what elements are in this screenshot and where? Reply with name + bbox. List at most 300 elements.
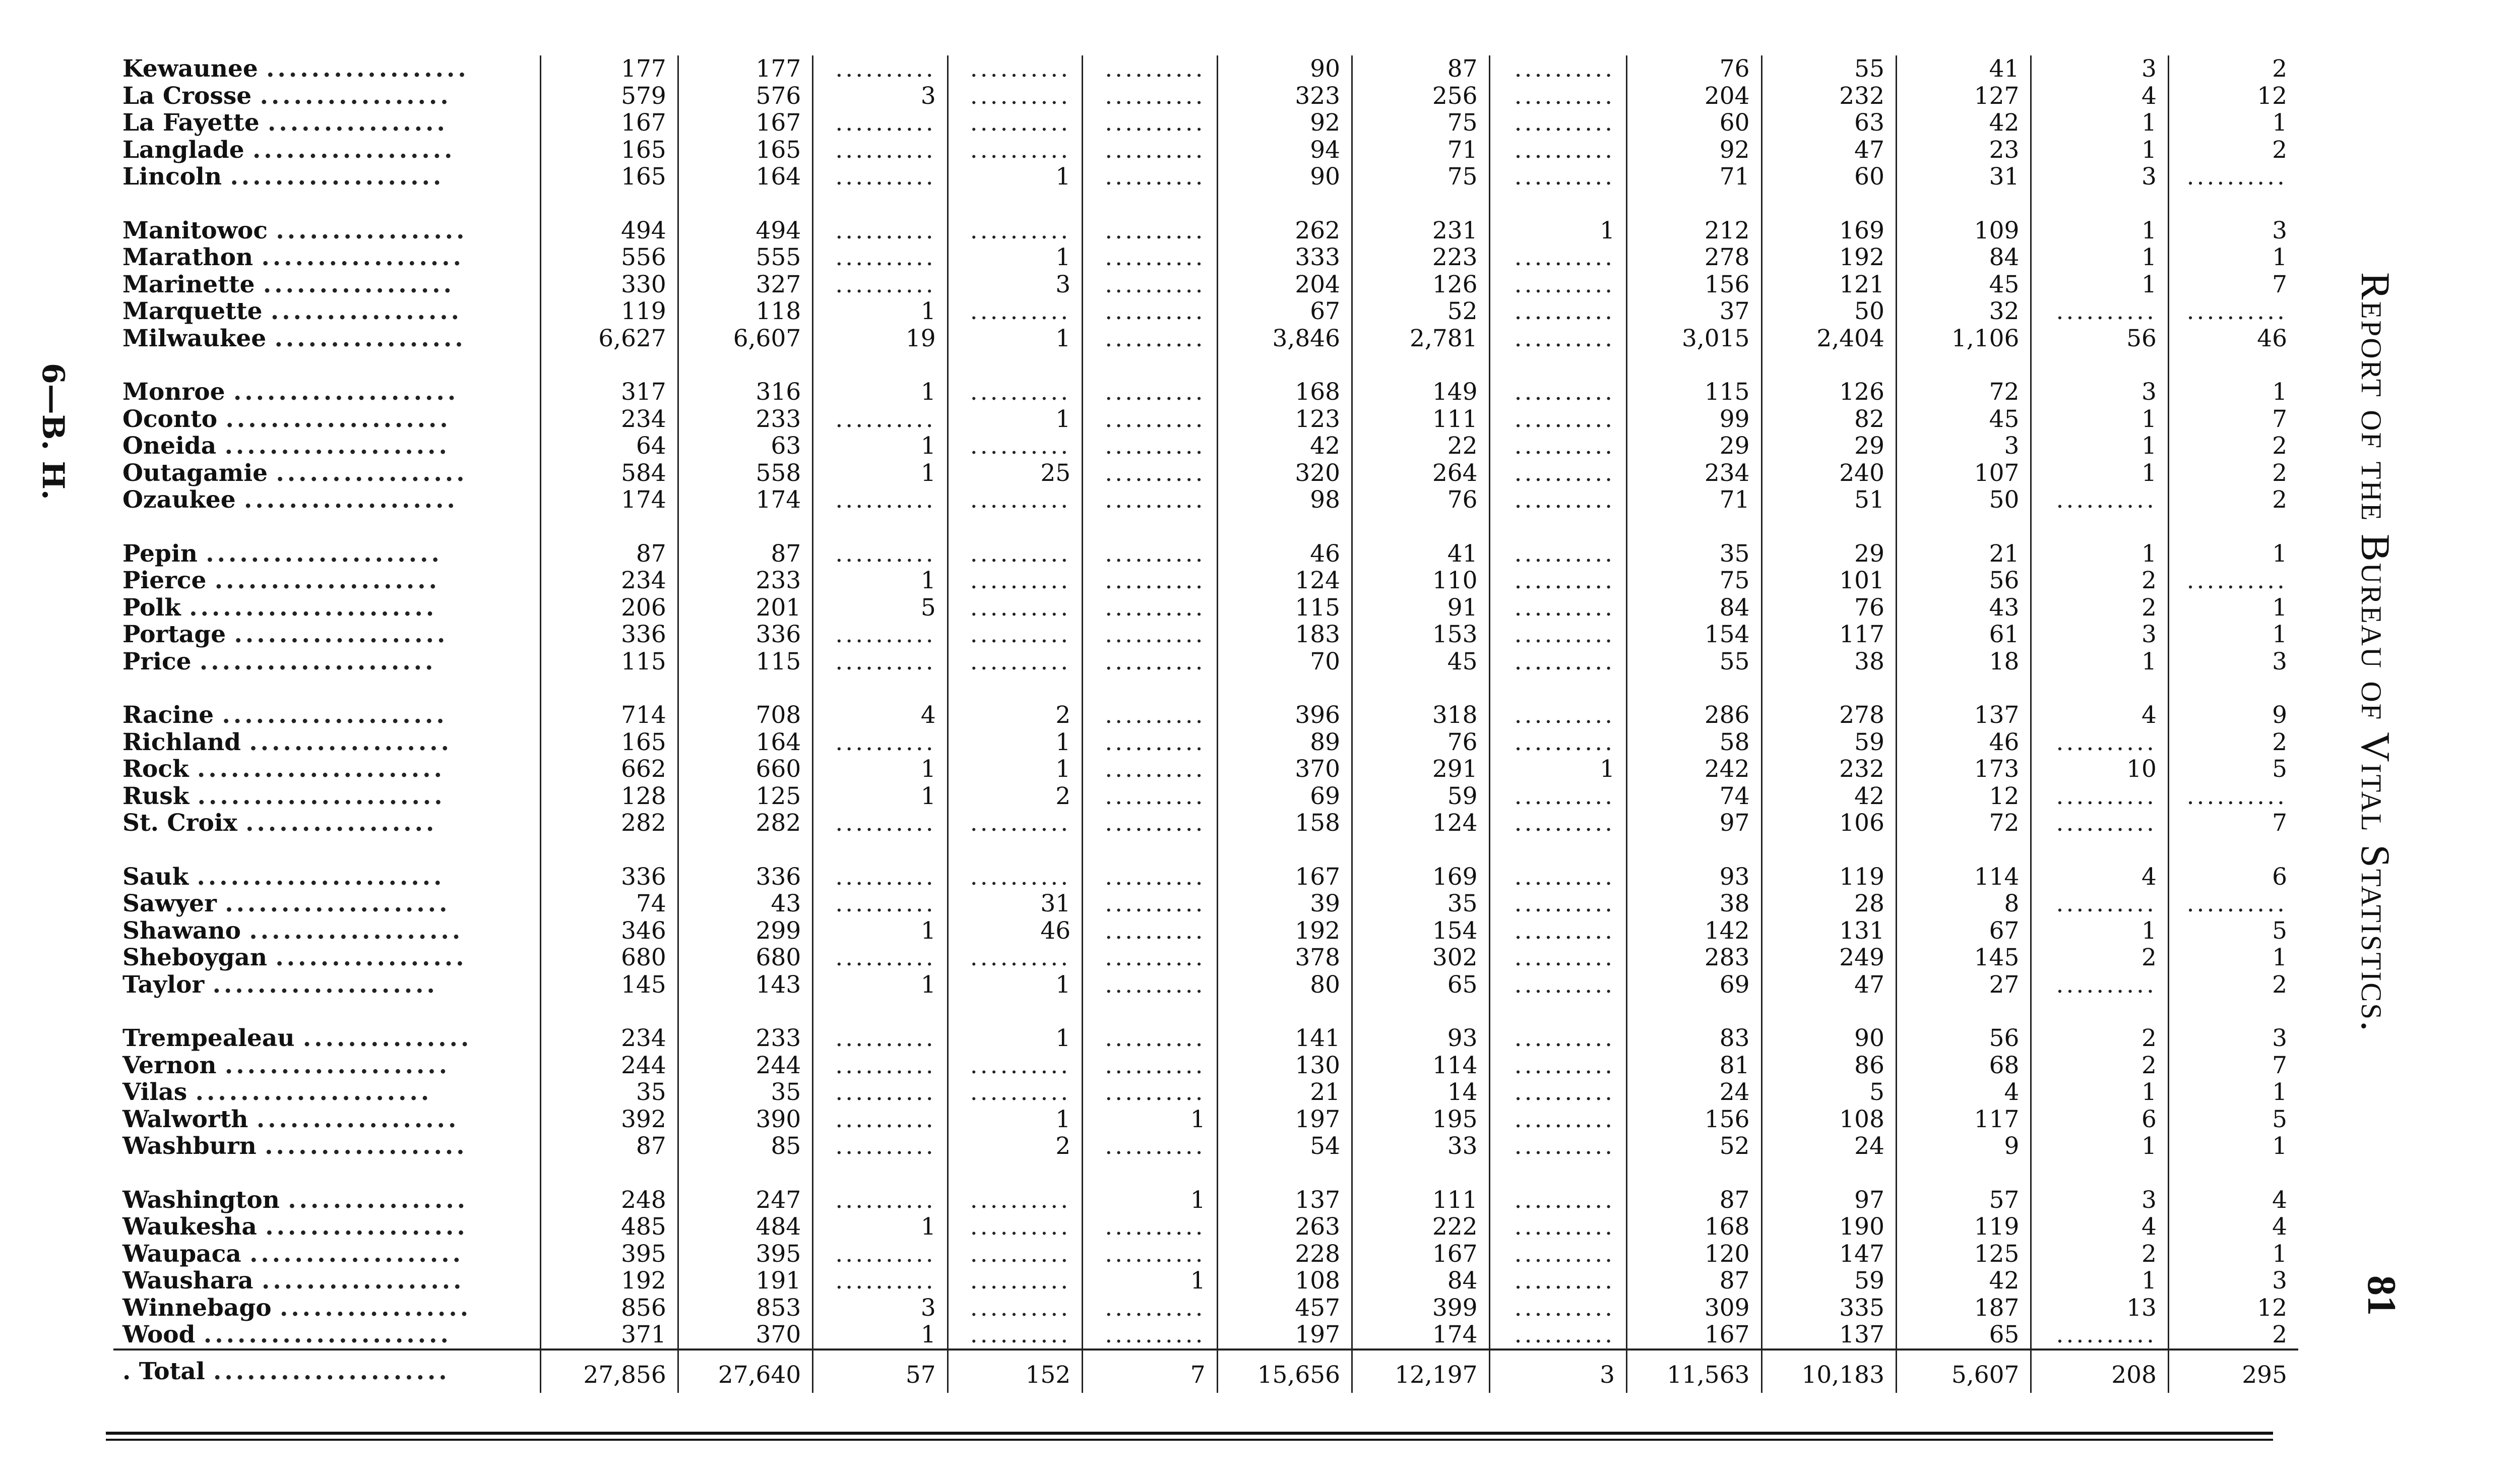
county-name-cell bbox=[113, 648, 541, 676]
blank-marker: .......... bbox=[1514, 55, 1615, 83]
group-spacer bbox=[113, 352, 2298, 379]
rule-line bbox=[106, 1439, 2273, 1441]
value-cell: 392 bbox=[541, 1106, 678, 1133]
value-cell: 69 bbox=[1627, 971, 1761, 999]
spacer-cell bbox=[1489, 514, 1627, 540]
blank-marker: .......... bbox=[1514, 433, 1615, 460]
value-cell: 56 bbox=[1896, 567, 2031, 594]
blank-marker: .......... bbox=[970, 379, 1071, 406]
blank-marker: .......... bbox=[2056, 298, 2157, 325]
county-name: Marquette bbox=[122, 298, 271, 325]
spacer-cell bbox=[678, 1160, 812, 1187]
dot-leader: ................. bbox=[270, 298, 463, 325]
blank-marker: .......... bbox=[1105, 82, 1206, 109]
value-cell: 13 bbox=[2031, 1295, 2169, 1322]
value-cell bbox=[813, 1106, 948, 1133]
value-cell: 317 bbox=[541, 379, 678, 406]
blank-marker: .......... bbox=[1105, 917, 1206, 944]
county-statistics-table bbox=[113, 55, 2298, 1393]
blank-marker: .......... bbox=[1105, 1133, 1206, 1160]
spacer-cell bbox=[1896, 191, 2031, 217]
blank-marker: .......... bbox=[1514, 1052, 1615, 1079]
dot-leader: ..................... bbox=[199, 648, 436, 675]
value-cell bbox=[1083, 540, 1217, 568]
value-cell: 42 bbox=[1896, 1267, 2031, 1295]
dot-leader: .................. bbox=[262, 1267, 465, 1295]
value-cell bbox=[813, 486, 948, 514]
value-cell: 109 bbox=[1896, 217, 2031, 244]
value-cell bbox=[1489, 971, 1627, 999]
county-name: Portage bbox=[122, 621, 234, 648]
value-cell: 125 bbox=[1896, 1241, 2031, 1268]
value-cell bbox=[1489, 109, 1627, 137]
spacer-cell bbox=[2031, 1160, 2169, 1187]
blank-marker: .......... bbox=[1105, 1025, 1206, 1052]
value-cell: 164 bbox=[678, 729, 812, 756]
value-cell: 84 bbox=[1627, 594, 1761, 622]
blank-marker: .......... bbox=[835, 217, 936, 244]
blank-marker: .......... bbox=[970, 298, 1071, 325]
value-cell: 167 bbox=[1352, 1241, 1490, 1268]
blank-marker: .......... bbox=[2056, 782, 2157, 810]
value-cell: 54 bbox=[1217, 1133, 1352, 1160]
spacer-cell bbox=[678, 191, 812, 217]
blank-marker: .......... bbox=[1105, 405, 1206, 433]
spacer-cell bbox=[1761, 352, 1896, 379]
blank-marker: .......... bbox=[1514, 1267, 1615, 1295]
value-cell: 5 bbox=[2272, 917, 2287, 944]
value-cell: 137 bbox=[1217, 1187, 1352, 1214]
value-cell: 6 bbox=[2272, 863, 2287, 890]
value-cell: 91 bbox=[1352, 594, 1490, 622]
value-cell: 28 bbox=[1761, 890, 1896, 917]
value-cell: 38 bbox=[1761, 648, 1896, 676]
value-cell: 399 bbox=[1352, 1295, 1490, 1322]
value-cell: 318 bbox=[1352, 702, 1490, 729]
value-cell: 320 bbox=[1217, 460, 1352, 487]
value-cell: 1 bbox=[2272, 379, 2287, 406]
spacer-cell bbox=[113, 191, 541, 217]
value-cell: 390 bbox=[678, 1106, 812, 1133]
value-cell: 1 bbox=[2031, 648, 2169, 676]
value-cell: 29 bbox=[1761, 433, 1896, 460]
value-cell: 556 bbox=[541, 244, 678, 271]
value-cell: 124 bbox=[1217, 567, 1352, 594]
value-cell bbox=[1083, 917, 1217, 945]
dot-leader: .................. bbox=[265, 1213, 468, 1241]
table-row bbox=[113, 567, 2298, 594]
dot-leader: .................... bbox=[212, 971, 438, 998]
blank-marker: .......... bbox=[970, 1240, 1071, 1267]
value-cell: 370 bbox=[1217, 756, 1352, 783]
blank-marker: .......... bbox=[2056, 728, 2157, 756]
value-cell: 1 bbox=[2272, 944, 2287, 971]
blank-marker: .......... bbox=[1105, 55, 1206, 83]
value-cell: 174 bbox=[678, 486, 812, 514]
table-row bbox=[113, 648, 2298, 676]
blank-marker: .......... bbox=[835, 271, 936, 298]
value-cell bbox=[813, 244, 948, 271]
value-cell: 3 bbox=[1896, 433, 2031, 460]
spacer-cell bbox=[113, 837, 541, 864]
spacer-cell bbox=[1352, 514, 1490, 540]
county-name-cell bbox=[113, 1241, 541, 1268]
spacer-cell bbox=[2031, 352, 2169, 379]
value-cell bbox=[1489, 567, 1627, 594]
value-cell: 1 bbox=[1083, 1187, 1217, 1214]
value-cell bbox=[1489, 1321, 1627, 1350]
value-cell: 117 bbox=[1761, 621, 1896, 648]
county-name-cell bbox=[113, 944, 541, 971]
county-name-cell bbox=[113, 783, 541, 810]
county-name-cell bbox=[113, 486, 541, 514]
rule-line bbox=[106, 1432, 2273, 1435]
blank-marker: .......... bbox=[1514, 944, 1615, 971]
county-statistics-table-wrap bbox=[113, 55, 2298, 1393]
value-cell: 248 bbox=[541, 1187, 678, 1214]
table-body bbox=[113, 55, 2298, 1393]
value-cell bbox=[1489, 137, 1627, 164]
value-cell: 84 bbox=[1352, 1267, 1490, 1295]
table-row bbox=[113, 379, 2298, 406]
value-cell: 3,015 bbox=[1627, 325, 1761, 352]
spacer-cell bbox=[541, 514, 678, 540]
table-row bbox=[113, 1025, 2298, 1052]
value-cell bbox=[1083, 1295, 1217, 1322]
blank-marker: .......... bbox=[970, 648, 1071, 675]
blank-marker: .......... bbox=[970, 109, 1071, 137]
value-cell: 21 bbox=[1896, 540, 2031, 568]
value-cell: 68 bbox=[1896, 1052, 2031, 1079]
value-cell bbox=[813, 55, 948, 83]
value-cell: 27,640 bbox=[678, 1350, 812, 1393]
value-cell: 336 bbox=[678, 864, 812, 891]
value-cell: 98 bbox=[1217, 486, 1352, 514]
value-cell: 395 bbox=[541, 1241, 678, 1268]
blank-marker: .......... bbox=[1105, 486, 1206, 514]
value-cell: 65 bbox=[1896, 1321, 2031, 1350]
value-cell: 126 bbox=[1761, 379, 1896, 406]
value-cell: 43 bbox=[678, 890, 812, 917]
value-cell: 137 bbox=[1896, 702, 2031, 729]
county-name: Rusk bbox=[122, 782, 198, 810]
value-cell: 110 bbox=[1352, 567, 1490, 594]
blank-marker: .......... bbox=[835, 109, 936, 137]
value-cell: 41 bbox=[1352, 540, 1490, 568]
value-cell bbox=[948, 109, 1082, 137]
value-cell: 67 bbox=[1217, 298, 1352, 325]
value-cell: 4 bbox=[2031, 83, 2169, 110]
county-name-cell bbox=[113, 298, 541, 325]
value-cell: 222 bbox=[1352, 1213, 1490, 1241]
value-cell: 141 bbox=[1217, 1025, 1352, 1052]
value-cell: 336 bbox=[541, 621, 678, 648]
value-cell: 31 bbox=[1896, 163, 2031, 191]
blank-marker: .......... bbox=[1105, 1052, 1206, 1079]
value-cell: 71 bbox=[1627, 163, 1761, 191]
blank-marker: .......... bbox=[835, 1052, 936, 1079]
county-name-cell bbox=[113, 864, 541, 891]
value-cell: 485 bbox=[541, 1213, 678, 1241]
value-cell: 1 bbox=[2272, 621, 2287, 648]
value-cell bbox=[1083, 890, 1217, 917]
blank-marker: .......... bbox=[1514, 1213, 1615, 1241]
value-cell: 212 bbox=[1627, 217, 1761, 244]
county-name: La Fayette bbox=[122, 109, 268, 137]
value-cell: 2 bbox=[948, 783, 1082, 810]
spacer-cell bbox=[813, 837, 948, 864]
spacer-cell bbox=[1896, 1160, 2031, 1187]
county-name: Pierce bbox=[122, 567, 215, 594]
value-cell bbox=[2031, 971, 2169, 999]
blank-marker: .......... bbox=[970, 1213, 1071, 1241]
table-row bbox=[113, 1079, 2298, 1106]
spacer-cell bbox=[1217, 675, 1352, 702]
value-cell: 115 bbox=[678, 648, 812, 676]
value-cell: 1 bbox=[948, 163, 1082, 191]
value-cell bbox=[1489, 1295, 1627, 1322]
blank-marker: .......... bbox=[970, 810, 1071, 837]
spacer-cell bbox=[1896, 675, 2031, 702]
dot-leader: ................. bbox=[245, 810, 437, 837]
value-cell: 395 bbox=[678, 1241, 812, 1268]
blank-marker: .......... bbox=[835, 1133, 936, 1160]
table-row bbox=[113, 433, 2298, 460]
value-cell: 3 bbox=[2272, 217, 2287, 244]
value-cell: 76 bbox=[1627, 55, 1761, 83]
value-cell: 65 bbox=[1352, 971, 1490, 999]
spacer-cell bbox=[1217, 191, 1352, 217]
value-cell: 6,607 bbox=[678, 325, 812, 352]
value-cell: 2 bbox=[2272, 433, 2287, 460]
blank-marker: .......... bbox=[1514, 971, 1615, 998]
value-cell: 2,781 bbox=[1352, 325, 1490, 352]
value-cell bbox=[948, 298, 1082, 325]
blank-marker: .......... bbox=[835, 1106, 936, 1133]
county-name: Shawano bbox=[122, 917, 249, 944]
value-cell bbox=[948, 1295, 1082, 1322]
value-cell: 1 bbox=[1489, 217, 1627, 244]
value-cell: 35 bbox=[1352, 890, 1490, 917]
blank-marker: .......... bbox=[1514, 136, 1615, 163]
spacer-cell bbox=[1083, 675, 1217, 702]
blank-marker: .......... bbox=[1105, 782, 1206, 810]
blank-marker: .......... bbox=[970, 1186, 1071, 1213]
blank-marker: .......... bbox=[970, 1321, 1071, 1348]
value-cell: 143 bbox=[678, 971, 812, 999]
blank-marker: .......... bbox=[1105, 728, 1206, 756]
blank-marker: .......... bbox=[1105, 621, 1206, 648]
value-cell: 81 bbox=[1627, 1052, 1761, 1079]
table-row bbox=[113, 298, 2298, 325]
value-cell: 111 bbox=[1352, 1187, 1490, 1214]
spacer-cell bbox=[2168, 1160, 2298, 1187]
blank-marker: .......... bbox=[1514, 702, 1615, 729]
value-cell bbox=[1083, 109, 1217, 137]
value-cell bbox=[1489, 648, 1627, 676]
county-name-cell bbox=[113, 1187, 541, 1214]
county-name: Waupaca bbox=[122, 1240, 250, 1267]
value-cell bbox=[1083, 1241, 1217, 1268]
value-cell: 295 bbox=[2168, 1350, 2298, 1393]
value-cell bbox=[1489, 540, 1627, 568]
spacer-cell bbox=[813, 675, 948, 702]
value-cell: 457 bbox=[1217, 1295, 1352, 1322]
blank-marker: .......... bbox=[1514, 917, 1615, 944]
value-cell: 37 bbox=[1627, 298, 1761, 325]
value-cell: 27 bbox=[1896, 971, 2031, 999]
dot-leader: .................... bbox=[233, 379, 459, 406]
spacer-cell bbox=[813, 191, 948, 217]
value-cell: 12 bbox=[2257, 1294, 2287, 1321]
county-name-cell bbox=[113, 917, 541, 945]
value-cell bbox=[813, 810, 948, 837]
value-cell bbox=[1489, 433, 1627, 460]
spacer-cell bbox=[2168, 514, 2298, 540]
table-row bbox=[113, 1106, 2298, 1133]
table-row bbox=[113, 1187, 2298, 1214]
blank-marker: .......... bbox=[835, 890, 936, 917]
blank-marker: .......... bbox=[1514, 1079, 1615, 1106]
value-cell bbox=[813, 137, 948, 164]
value-cell bbox=[1083, 460, 1217, 487]
value-cell: 12,197 bbox=[1352, 1350, 1490, 1393]
county-name: Kewaunee bbox=[122, 55, 267, 83]
value-cell: 1 bbox=[2272, 244, 2287, 271]
value-cell: 47 bbox=[1761, 971, 1896, 999]
value-cell: 191 bbox=[678, 1267, 812, 1295]
blank-marker: .......... bbox=[2056, 810, 2157, 837]
blank-marker: .......... bbox=[835, 1025, 936, 1052]
value-cell bbox=[1489, 1025, 1627, 1052]
value-cell: 309 bbox=[1627, 1295, 1761, 1322]
county-name-cell bbox=[113, 1079, 541, 1106]
spacer-cell bbox=[1083, 837, 1217, 864]
value-cell bbox=[2031, 810, 2169, 837]
county-name: Lincoln bbox=[122, 163, 230, 191]
value-cell: 42 bbox=[1217, 433, 1352, 460]
value-cell: 75 bbox=[1352, 109, 1490, 137]
value-cell bbox=[1083, 55, 1217, 83]
value-cell: 7 bbox=[2272, 405, 2287, 433]
value-cell: 192 bbox=[1217, 917, 1352, 945]
table-row bbox=[113, 55, 2298, 83]
spacer-cell bbox=[541, 191, 678, 217]
value-cell: 584 bbox=[541, 460, 678, 487]
county-name-cell bbox=[113, 810, 541, 837]
value-cell: 5,607 bbox=[1896, 1350, 2031, 1393]
value-cell: 2 bbox=[2031, 944, 2169, 971]
spacer-cell bbox=[1489, 998, 1627, 1025]
value-cell: 57 bbox=[1896, 1187, 2031, 1214]
blank-marker: .......... bbox=[835, 136, 936, 163]
value-cell bbox=[1489, 83, 1627, 110]
value-cell bbox=[948, 567, 1082, 594]
value-cell: 1 bbox=[2272, 540, 2287, 567]
value-cell: 85 bbox=[678, 1133, 812, 1160]
blank-marker: .......... bbox=[1514, 1106, 1615, 1133]
spacer-cell bbox=[1627, 998, 1761, 1025]
blank-marker: .......... bbox=[970, 433, 1071, 460]
value-cell: 1 bbox=[948, 244, 1082, 271]
value-cell: 67 bbox=[1896, 917, 2031, 945]
county-name: Racine bbox=[122, 702, 222, 729]
value-cell bbox=[1489, 810, 1627, 837]
value-cell: 1 bbox=[2031, 109, 2169, 137]
value-cell: 680 bbox=[678, 944, 812, 971]
value-cell: 346 bbox=[541, 917, 678, 945]
value-cell: 147 bbox=[1761, 1241, 1896, 1268]
table-row bbox=[113, 944, 2298, 971]
value-cell bbox=[813, 1241, 948, 1268]
value-cell bbox=[1083, 648, 1217, 676]
value-cell: 127 bbox=[1896, 83, 2031, 110]
value-cell bbox=[1083, 1052, 1217, 1079]
value-cell: 223 bbox=[1352, 244, 1490, 271]
county-name: Outagamie bbox=[122, 459, 276, 486]
value-cell: 2 bbox=[2031, 567, 2169, 594]
spacer-cell bbox=[1217, 998, 1352, 1025]
value-cell: 4 bbox=[2272, 1186, 2287, 1213]
value-cell: 165 bbox=[678, 137, 812, 164]
value-cell: 69 bbox=[1217, 783, 1352, 810]
spacer-cell bbox=[1761, 837, 1896, 864]
table-row bbox=[113, 1052, 2298, 1079]
blank-marker: .......... bbox=[1105, 648, 1206, 675]
table-row bbox=[113, 783, 2298, 810]
county-name-cell bbox=[113, 55, 541, 83]
value-cell: 14 bbox=[1352, 1079, 1490, 1106]
value-cell: 4 bbox=[813, 702, 948, 729]
spacer-cell bbox=[2031, 998, 2169, 1025]
value-cell: 1 bbox=[2031, 460, 2169, 487]
value-cell: 42 bbox=[1896, 109, 2031, 137]
blank-marker: .......... bbox=[970, 1267, 1071, 1295]
value-cell: 242 bbox=[1627, 756, 1761, 783]
spacer-cell bbox=[541, 998, 678, 1025]
value-cell bbox=[1083, 1133, 1217, 1160]
value-cell: 853 bbox=[678, 1295, 812, 1322]
spacer-cell bbox=[1896, 514, 2031, 540]
value-cell bbox=[813, 621, 948, 648]
county-name-cell bbox=[113, 109, 541, 137]
value-cell bbox=[1489, 486, 1627, 514]
value-cell: 1 bbox=[813, 298, 948, 325]
value-cell: 168 bbox=[1627, 1213, 1761, 1241]
county-name: Price bbox=[122, 648, 200, 675]
value-cell: 87 bbox=[1627, 1267, 1761, 1295]
dot-leader: ...................... bbox=[197, 756, 445, 783]
dot-leader: ..................... bbox=[206, 540, 443, 567]
value-cell: 52 bbox=[1627, 1133, 1761, 1160]
dot-leader: .................... bbox=[214, 567, 440, 594]
table-row bbox=[113, 1133, 2298, 1160]
spacer-cell bbox=[813, 514, 948, 540]
county-name: Waukesha bbox=[122, 1213, 266, 1241]
value-cell: 1 bbox=[948, 971, 1082, 999]
spacer-cell bbox=[1761, 675, 1896, 702]
value-cell: 282 bbox=[541, 810, 678, 837]
dot-leader: ................... bbox=[230, 163, 445, 191]
value-cell bbox=[813, 163, 948, 191]
value-cell: 335 bbox=[1761, 1295, 1896, 1322]
value-cell: 168 bbox=[1217, 379, 1352, 406]
value-cell bbox=[1489, 271, 1627, 298]
value-cell: 123 bbox=[1217, 406, 1352, 433]
dot-leader: .................... bbox=[222, 702, 448, 729]
value-cell: 164 bbox=[678, 163, 812, 191]
county-name-cell bbox=[113, 217, 541, 244]
